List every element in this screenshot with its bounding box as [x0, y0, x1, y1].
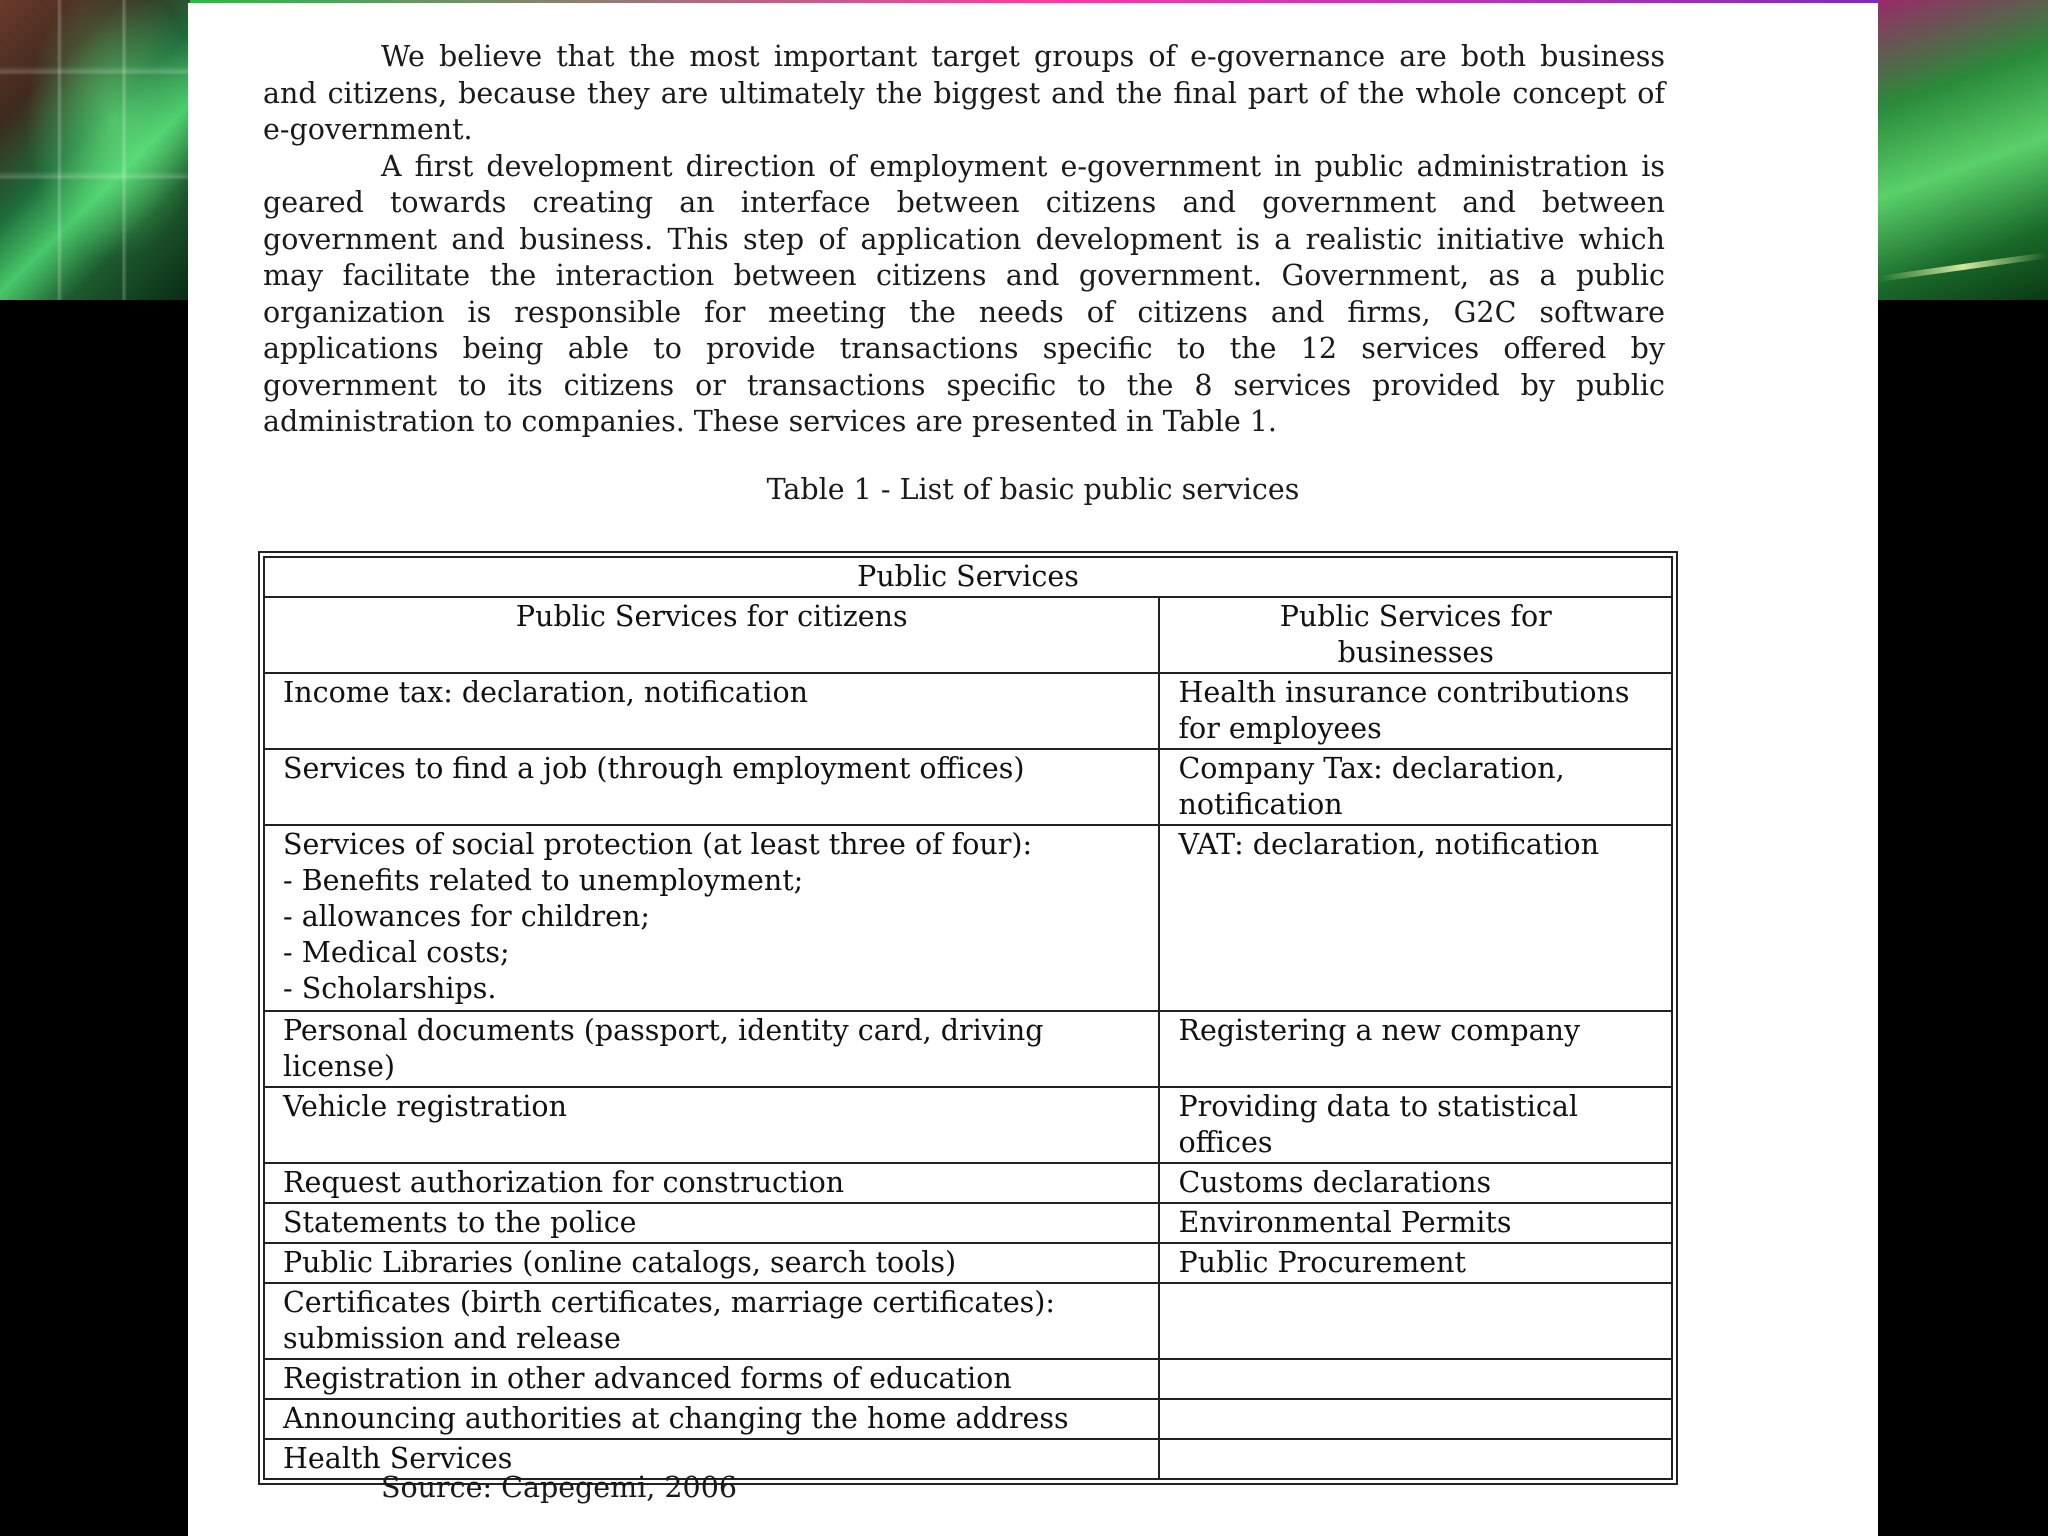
business-service — [1159, 1359, 1672, 1399]
business-service: Environmental Permits — [1159, 1203, 1672, 1243]
table-row — [264, 1243, 1672, 1283]
citizen-service-subitem: - Benefits related to unemployment; — [283, 864, 804, 897]
background-decoration-right — [1878, 0, 2048, 300]
citizen-service — [264, 825, 1159, 1011]
table-source: Source: Capegemi, 2006 — [381, 1471, 737, 1504]
business-service: Public Procurement — [1159, 1243, 1672, 1283]
table-row — [264, 825, 1672, 1011]
column-header-businesses: Public Services for businesses — [1159, 597, 1672, 673]
citizen-service: Request authorization for construction — [264, 1163, 1159, 1203]
background-decoration-left — [0, 0, 190, 300]
citizen-service-subitem: - Scholarships. — [283, 972, 497, 1005]
citizen-service-subitem: - Medical costs; — [283, 936, 510, 969]
business-service: Health insurance contributions for employees — [1159, 673, 1672, 749]
table-row — [264, 1399, 1672, 1439]
column-header-citizens: Public Services for citizens — [264, 597, 1159, 673]
citizen-service: Statements to the police — [264, 1203, 1159, 1243]
business-service — [1159, 1439, 1672, 1479]
citizen-service: Services to find a job (through employment offices) — [264, 749, 1159, 825]
business-service — [1159, 1283, 1672, 1359]
paragraph-1: We believe that the most important target groups of e-governance are both business and citizens, because they are ultimately the biggest and the final part of the whole concept of e-government. — [263, 40, 1665, 146]
body-text — [263, 39, 1665, 441]
citizen-service: Vehicle registration — [264, 1087, 1159, 1163]
citizen-service: Announcing authorities at changing the home address — [264, 1399, 1159, 1439]
paragraph-2: A first development direction of employment e-government in public administration is geared towards creating an interface between citizens and government and between government and business. This step of application development is a realistic initiative which may facilitate the interaction between citizens and government. Government, as a public organization is responsible for meeting the needs of citizens and firms, G2C software applications being able to provide transactions specific to the 12 services offered by government to its citizens or transactions specific to the 8 services provided by public administration to companies. These services are presented in Table 1. — [263, 149, 1665, 438]
citizen-service: Certificates (birth certificates, marriage certificates): submission and release — [264, 1283, 1159, 1359]
table-row — [264, 1011, 1672, 1087]
business-service: Providing data to statistical offices — [1159, 1087, 1672, 1163]
citizen-service-subitem: - allowances for children; — [283, 900, 650, 933]
table-row — [264, 1203, 1672, 1243]
table-row — [264, 1087, 1672, 1163]
table-row — [264, 749, 1672, 825]
business-service: Customs declarations — [1159, 1163, 1672, 1203]
business-service — [1159, 1399, 1672, 1439]
citizen-service-title: Services of social protection (at least three of four): — [283, 828, 1033, 861]
table-caption: Table 1 - List of basic public services — [766, 473, 1300, 506]
citizen-service: Personal documents (passport, identity card, driving license) — [264, 1011, 1159, 1087]
citizen-service: Health Services — [264, 1439, 1159, 1479]
document-page — [188, 3, 1878, 1536]
business-service: VAT: declaration, notification — [1159, 825, 1672, 1011]
table-row — [264, 1359, 1672, 1399]
table-row — [264, 673, 1672, 749]
business-service: Registering a new company — [1159, 1011, 1672, 1087]
citizen-service: Registration in other advanced forms of education — [264, 1359, 1159, 1399]
table-header: Public Services — [264, 557, 1672, 597]
table-row — [264, 1283, 1672, 1359]
table-row — [264, 1163, 1672, 1203]
citizen-service: Income tax: declaration, notification — [264, 673, 1159, 749]
citizen-service: Public Libraries (online catalogs, search tools) — [264, 1243, 1159, 1283]
services-table — [258, 551, 1678, 1485]
business-service: Company Tax: declaration, notification — [1159, 749, 1672, 825]
